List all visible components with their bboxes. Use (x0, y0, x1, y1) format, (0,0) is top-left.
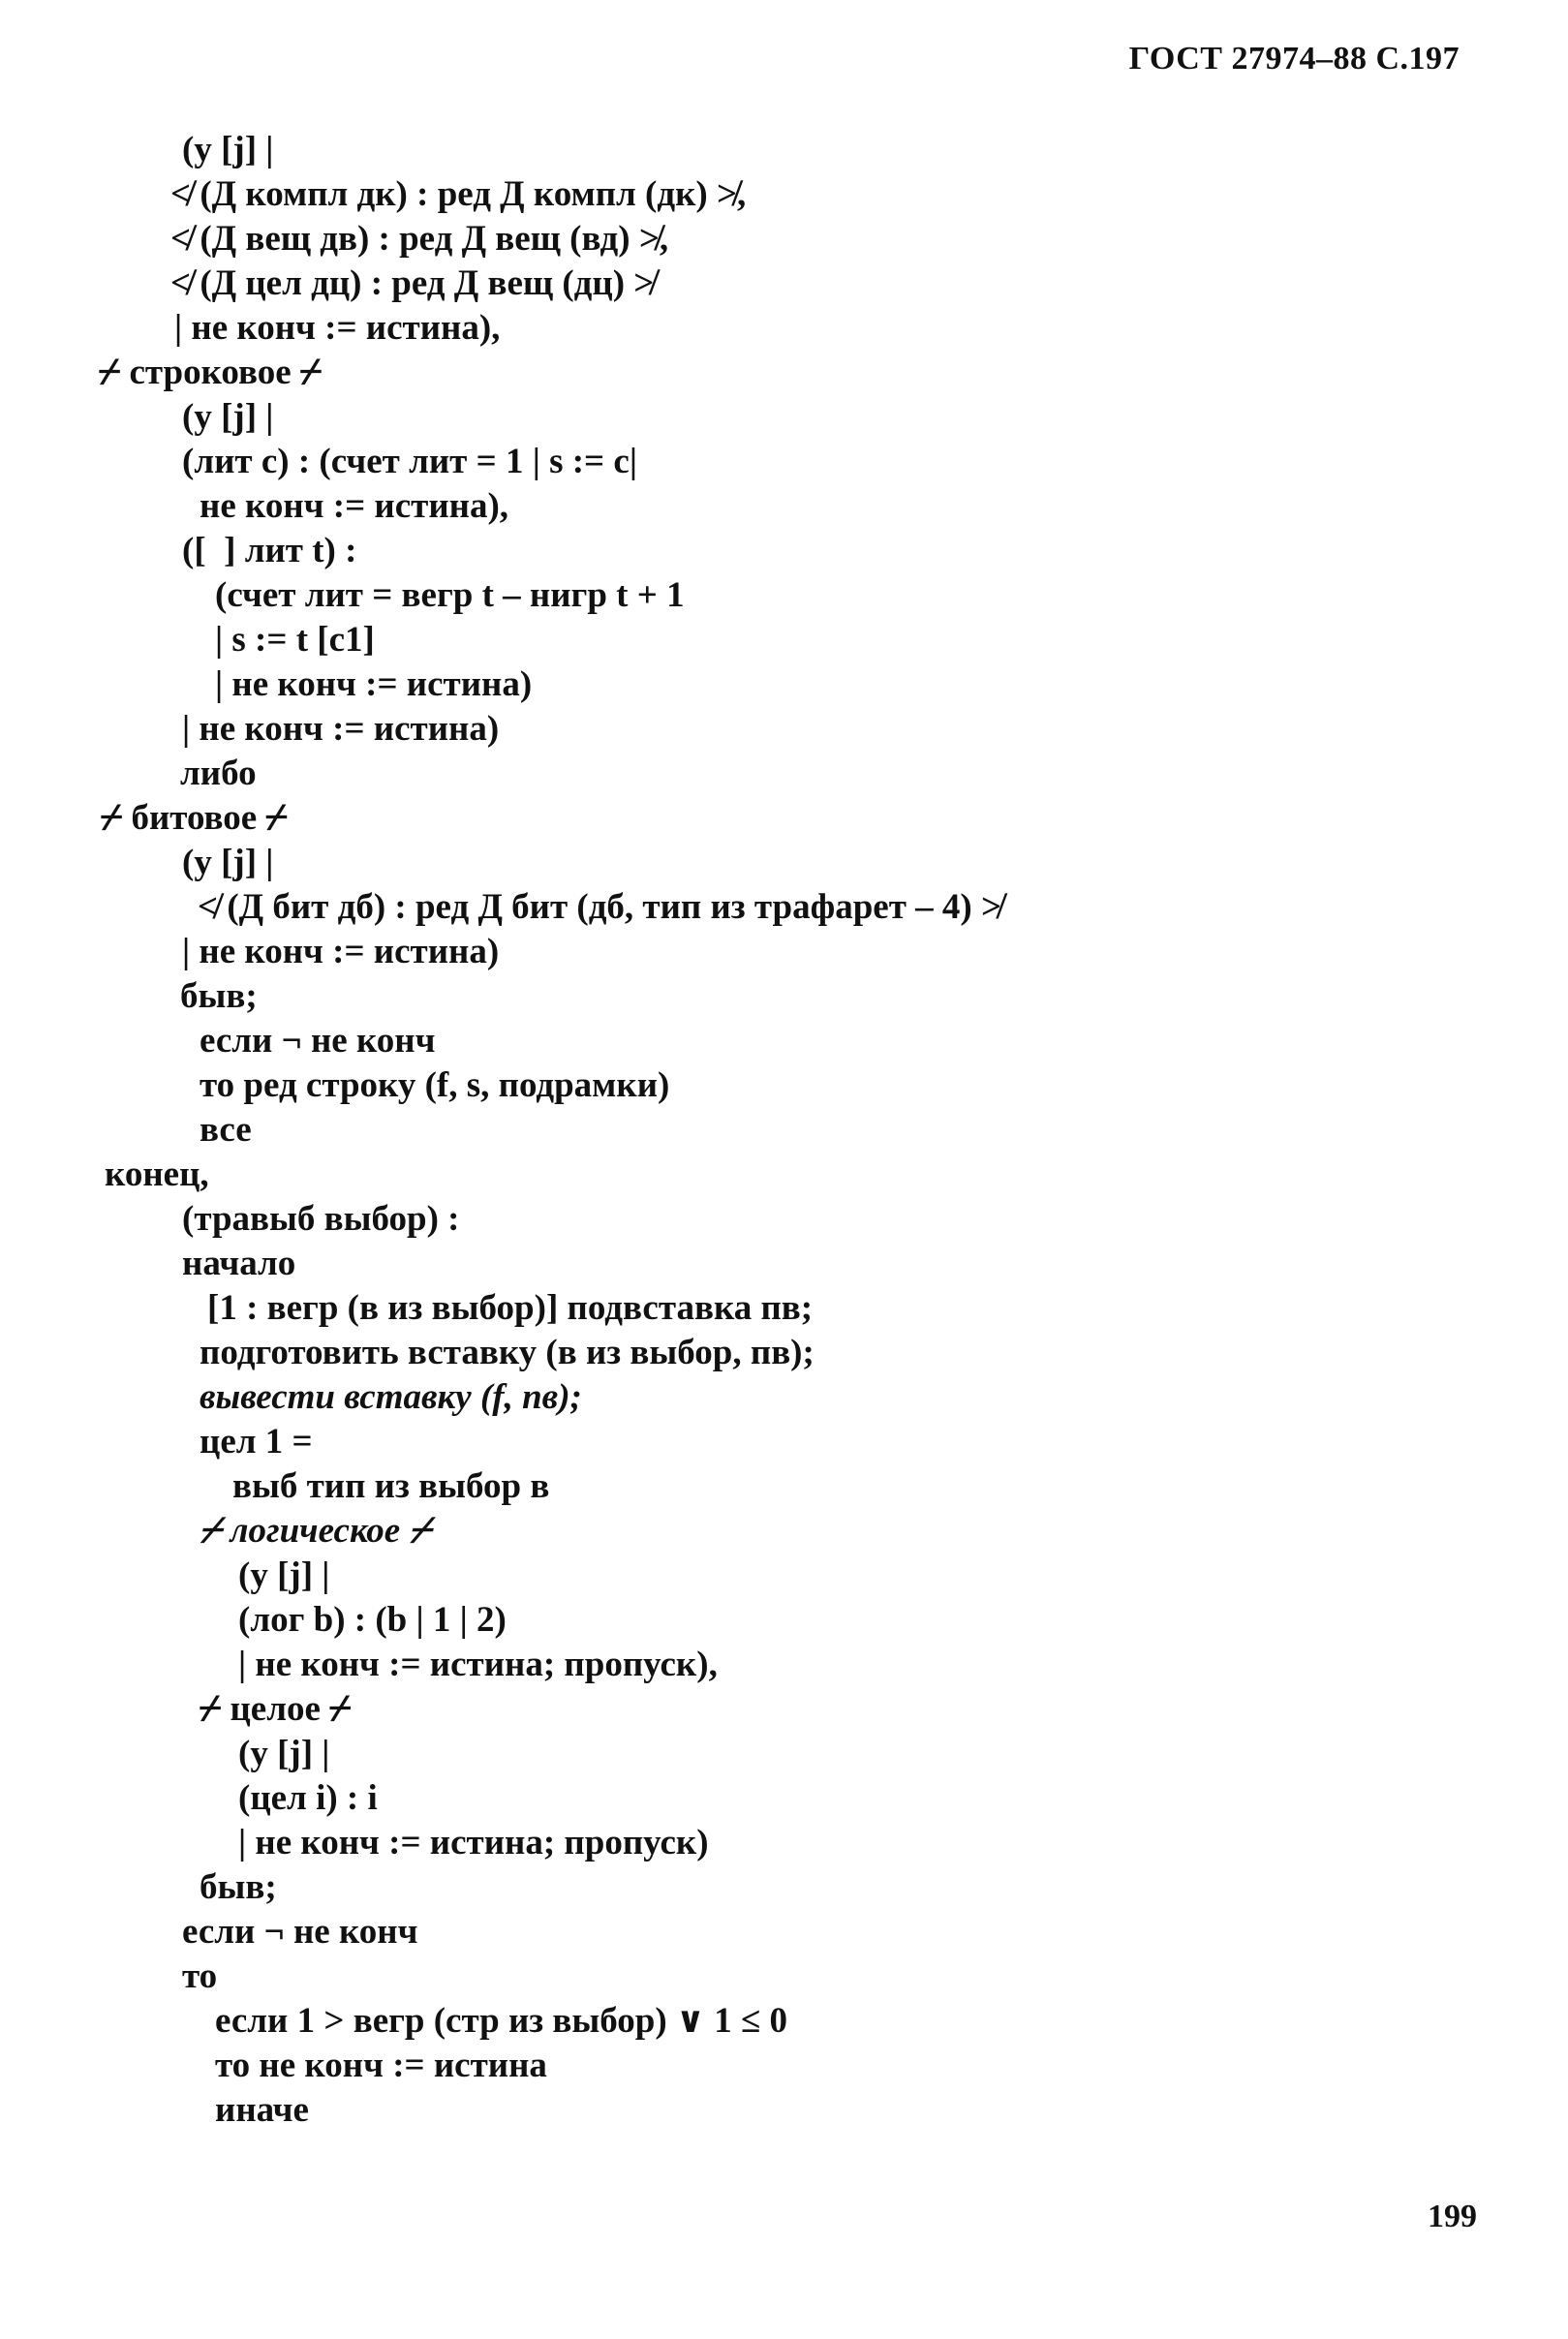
code-line: | не конч := истина) (182, 932, 500, 971)
code-line: (у [j] | (238, 1555, 330, 1595)
code-line: выб тип из выбор в (232, 1466, 550, 1506)
code-line: (цел i) : i (238, 1778, 378, 1818)
code-line: (у [j] | (238, 1734, 330, 1773)
code-line: ⌿ строковое ⌿ (99, 353, 323, 392)
code-line: | не конч := истина) (182, 709, 500, 749)
code-line: начало (182, 1244, 296, 1283)
running-head: ГОСТ 27974–88 С.197 (1128, 41, 1460, 77)
code-line: то не конч := истина (215, 2046, 547, 2085)
code-line: ≮ (Д вещ дв) : ред Д вещ (вд) ≯, (170, 219, 669, 259)
code-line: быв; (180, 976, 258, 1016)
page-number: 199 (1428, 2199, 1477, 2234)
code-line: конец, (105, 1154, 209, 1194)
code-line: вывести вставку (f, пв); (200, 1377, 582, 1417)
code-line: ≮ (Д цел дц) : ред Д вещ (дц) ≯ (170, 263, 655, 303)
code-line: (счет лит = вегр t – нигр t + 1 (215, 575, 685, 615)
code-line: цел 1 = (200, 1422, 313, 1462)
code-line: ≮ (Д бит дб) : ред Д бит (дб, тип из трафарет – 4) ≯ (198, 887, 1002, 927)
code-line: ⌿ логическое ⌿ (200, 1511, 431, 1551)
code-line: то ред строку (f, s, подрамки) (200, 1065, 670, 1105)
code-line: ≮ (Д компл дк) : ред Д компл (дк) ≯, (170, 174, 747, 214)
code-line: ([ ] лит t) : (182, 531, 357, 570)
code-line: (лит с) : (счет лит = 1 | s := с| (182, 442, 637, 481)
code-line: если ¬ не конч (182, 1912, 418, 1952)
code-line: не конч := истина), (200, 486, 509, 526)
code-line: подготовить вставку (в из выбор, пв); (200, 1333, 815, 1372)
code-line: ⌿ битовое ⌿ (101, 798, 288, 838)
code-line: (травыб выбор) : (182, 1199, 460, 1239)
code-line: | s := t [с1] (215, 620, 375, 660)
code-line: то (182, 1956, 218, 1996)
code-line: иначе (215, 2090, 309, 2130)
code-line: | не конч := истина) (215, 664, 533, 704)
code-line: (лог b) : (b | 1 | 2) (238, 1600, 507, 1640)
code-line: | не конч := истина), (174, 308, 501, 348)
code-line: если 1 > вегр (стр из выбор) ∨ 1 ≤ 0 (215, 2001, 788, 2041)
code-line: (у [j] | (182, 130, 274, 169)
code-line: | не конч := истина; пропуск) (238, 1823, 709, 1862)
code-line: ⌿ целое ⌿ (200, 1689, 352, 1729)
code-line: (у [j] | (182, 843, 274, 882)
code-line: [1 : вегр (в из выбор)] подвставка пв; (207, 1288, 814, 1328)
code-line: если ¬ не конч (200, 1021, 436, 1061)
code-line: либо (180, 754, 257, 793)
code-line: | не конч := истина; пропуск), (238, 1645, 718, 1684)
code-line: быв; (200, 1867, 277, 1907)
code-line: все (200, 1110, 252, 1150)
code-line: (у [j] | (182, 397, 274, 437)
